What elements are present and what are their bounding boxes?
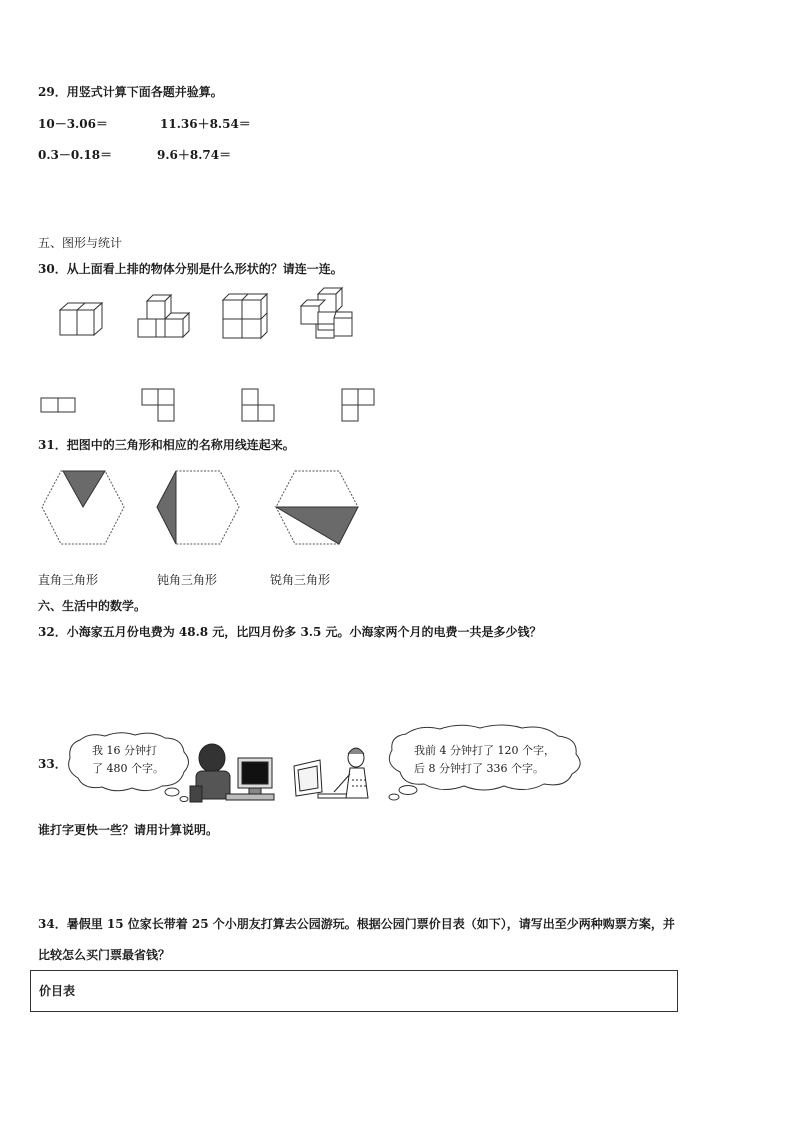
q29-expression-4: 9.6＋8.74＝ (157, 148, 232, 162)
label-obtuse-triangle: 钝角三角形 (157, 573, 218, 587)
price-table (30, 970, 678, 1012)
cube-stack-1 (50, 290, 110, 345)
cube-stack-4 (298, 284, 358, 344)
section-5-heading: 五、图形与统计 (38, 236, 123, 250)
q34-line-2: 比较怎么买门票最省钱？ (38, 948, 171, 962)
bubble-left-line-1: 我 16 分钟打 (92, 744, 157, 757)
cube-stack-2 (135, 288, 195, 343)
boy-at-computer-illustration (186, 738, 278, 804)
label-right-triangle: 直角三角形 (38, 573, 99, 587)
bubble-left-line-2: 了 480 个字。 (92, 762, 164, 775)
cube-stack-3 (218, 288, 278, 343)
bubble-right-line-1: 我前 4 分钟打了 120 个字， (414, 744, 555, 757)
label-acute-triangle: 锐角三角形 (270, 573, 331, 587)
top-view-2 (140, 388, 180, 428)
q34-line-1: 34．暑假里 15 位家长带着 25 个小朋友打算去公园游玩。根据公园门票价目表（如下），请写出至少两种购票方案，并 (38, 917, 675, 931)
q31-title: 31．把图中的三角形和相应的名称用线连起来。 (38, 438, 295, 452)
q32-text: 32．小海家五月份电费为 48.8 元，比四月份多 3.5 元。小海家两个月的电费一共是多少钱？ (38, 625, 542, 639)
q29-expression-3: 0.3－0.18＝ (38, 148, 113, 162)
top-view-4 (340, 388, 380, 428)
bubble-right-line-2: 后 8 分钟打了 336 个字。 (414, 762, 544, 775)
section-6-heading: 六、生活中的数学。 (38, 599, 147, 613)
q29-expression-2: 11.36＋8.54＝ (160, 117, 251, 131)
q29-title: 29．用竖式计算下面各题并验算。 (38, 85, 223, 99)
q29-expression-1: 10－3.06＝ (38, 117, 108, 131)
hexagon-right-triangle (40, 468, 126, 548)
top-view-1 (40, 395, 80, 415)
q33-question: 谁打字更快一些？请用计算说明。 (38, 823, 219, 837)
price-table-title: 价目表 (39, 984, 76, 998)
girl-at-computer-illustration (290, 740, 382, 804)
hexagon-obtuse-triangle (155, 468, 241, 548)
hexagon-acute-triangle (274, 468, 360, 548)
q33-number: 33． (38, 757, 67, 771)
top-view-3 (240, 388, 280, 428)
q30-title: 30．从上面看上排的物体分别是什么形状的？请连一连。 (38, 262, 343, 276)
